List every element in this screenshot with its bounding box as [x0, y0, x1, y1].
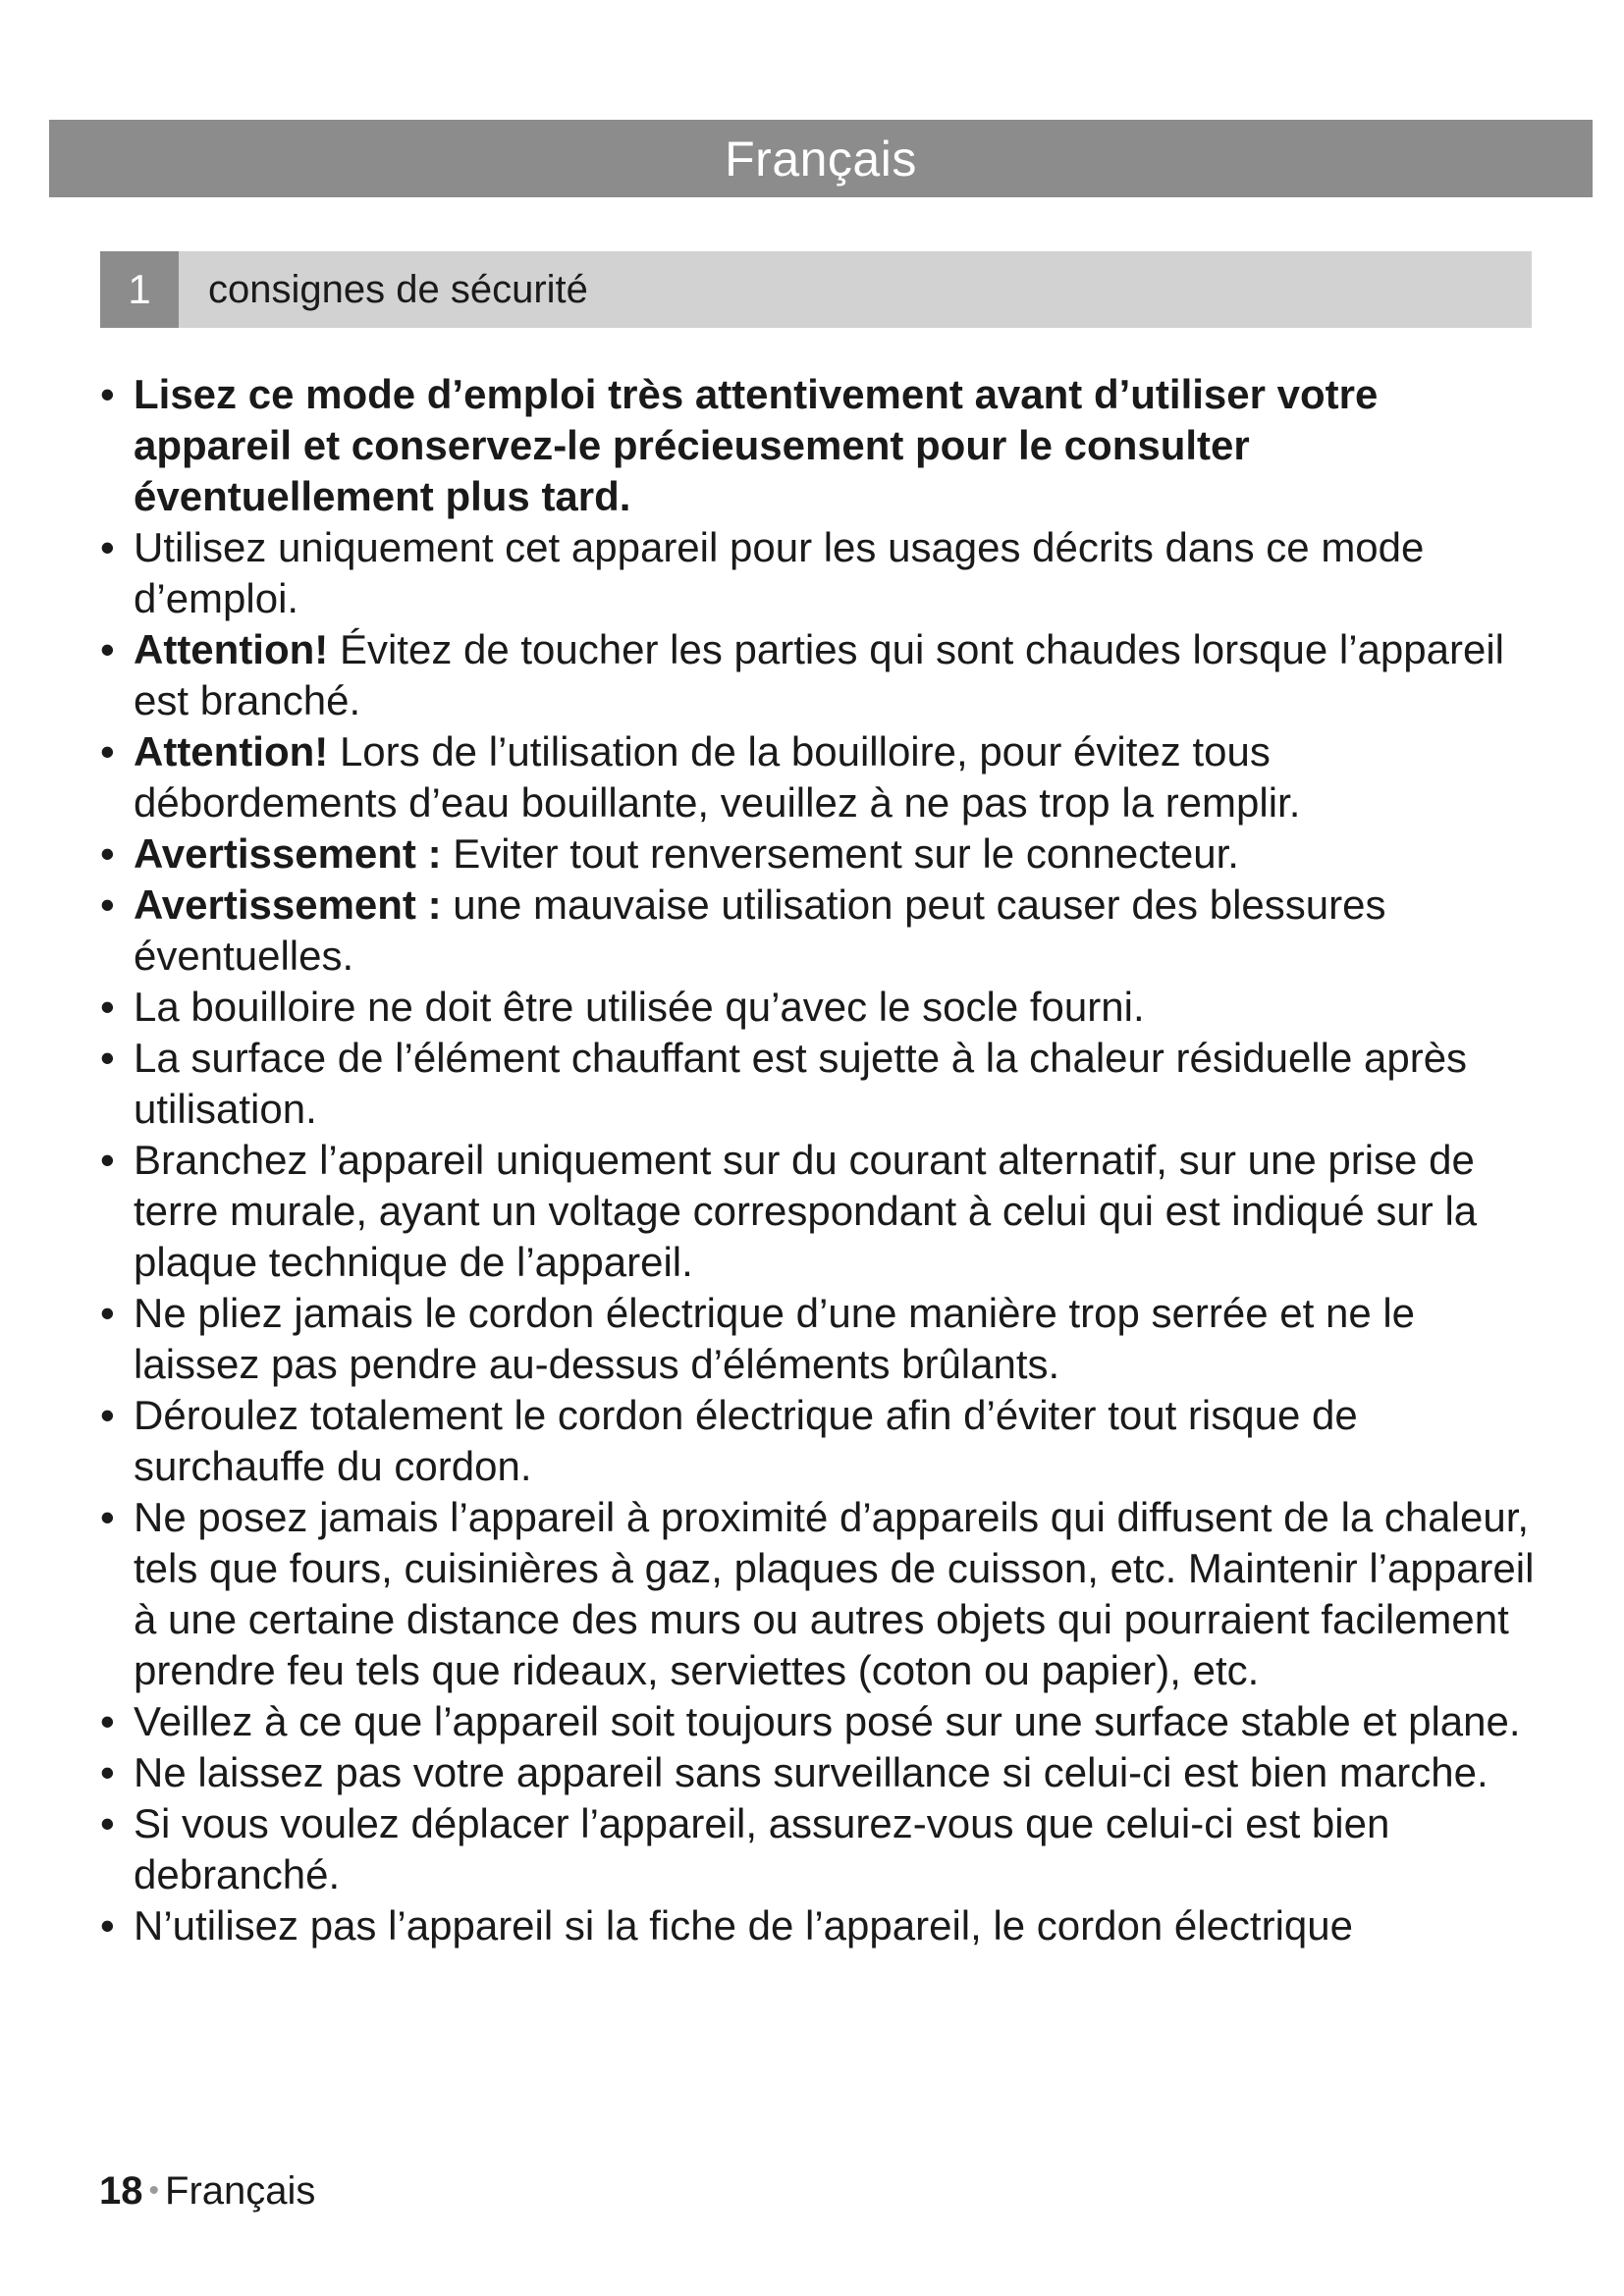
list-item: [98, 522, 1542, 624]
item-text: Ne pliez jamais le cordon électrique d’une manière trop serrée et ne le laissez pas pendre au-dessus d’éléments brûlants.: [134, 1290, 1416, 1387]
item-text: Ne posez jamais l’appareil à proximité d’appareils qui diffusent de la chaleur, tels que fours, cuisinières à gaz, plaques de cuisson, etc. Maintenir l’appareil à une certaine distance des murs ou autres objets qui pourraient facilement prendre feu tels que rideaux, serviettes (coton ou papier), etc.: [134, 1494, 1535, 1693]
bullet-icon: •: [100, 984, 115, 1030]
bullet-icon: •: [100, 1698, 115, 1744]
page-footer: [99, 2169, 315, 2214]
bullet-icon: •: [100, 371, 115, 417]
bullet-icon: •: [100, 1290, 115, 1336]
list-item: [98, 1135, 1542, 1288]
list-item: [98, 1900, 1542, 1951]
bullet-icon: •: [100, 524, 115, 570]
footer-language: Français: [165, 2169, 316, 2213]
item-text: Évitez de toucher les parties qui sont chaudes lorsque l’appareil est branché.: [134, 626, 1504, 723]
item-text: La surface de l’élément chauffant est sujette à la chaleur résiduelle après utilisation.: [134, 1035, 1468, 1132]
item-text: Veillez à ce que l’appareil soit toujours posé sur une surface stable et plane.: [134, 1698, 1521, 1744]
item-text: Lors de l’utilisation de la bouilloire, pour évitez tous débordements d’eau bouillante, veuillez à ne pas trop la remplir.: [134, 728, 1301, 826]
list-item: [98, 1747, 1542, 1798]
safety-instructions: [98, 369, 1542, 1951]
bullet-icon: •: [100, 626, 115, 672]
list-item: [98, 982, 1542, 1033]
bullet-icon: •: [100, 728, 115, 774]
section-title: consignes de sécurité: [208, 267, 588, 311]
list-item: [98, 369, 1542, 522]
item-text: Branchez l’appareil uniquement sur du courant alternatif, sur une prise de terre murale, ayant un voltage correspondant à celui qui est indiqué sur la plaque technique de l’appareil.: [134, 1137, 1478, 1285]
item-text: Ne laissez pas votre appareil sans surveillance si celui-ci est bien marche.: [134, 1749, 1489, 1795]
bullet-icon: •: [100, 1902, 115, 1949]
bullet-icon: •: [100, 881, 115, 928]
list-item: [98, 1696, 1542, 1747]
language-header-bar: [49, 120, 1593, 197]
section-number: 1: [100, 251, 179, 328]
item-text: N’utilisez pas l’appareil si la fiche de l’appareil, le cordon électrique: [134, 1902, 1353, 1949]
item-lead: Avertissement :: [134, 830, 442, 877]
item-text: Si vous voulez déplacer l’appareil, assurez-vous que celui-ci est bien debranché.: [134, 1800, 1390, 1897]
item-text: Utilisez uniquement cet appareil pour les usages décrits dans ce mode d’emploi.: [134, 524, 1425, 621]
language-title: Français: [725, 131, 917, 187]
bullet-icon: •: [100, 1137, 115, 1183]
list-item: [98, 1798, 1542, 1900]
item-text: Eviter tout renversement sur le connecteur.: [453, 830, 1239, 877]
bullet-icon: •: [100, 1035, 115, 1081]
item-lead: Avertissement :: [134, 881, 442, 928]
item-text: Déroulez totalement le cordon électrique afin d’éviter tout risque de surchauffe du cordon.: [134, 1392, 1358, 1489]
list-item: [98, 624, 1542, 726]
footer-separator: •: [148, 2174, 160, 2207]
page-number: 18: [99, 2169, 143, 2213]
item-text: La bouilloire ne doit être utilisée qu’avec le socle fourni.: [134, 984, 1145, 1030]
list-item: [98, 1033, 1542, 1135]
bullet-icon: •: [100, 1749, 115, 1795]
item-lead: Attention!: [134, 728, 329, 774]
safety-list: [98, 369, 1542, 1951]
list-item: [98, 1390, 1542, 1492]
item-lead: Attention!: [134, 626, 329, 672]
bullet-icon: •: [100, 830, 115, 877]
bullet-icon: •: [100, 1800, 115, 1846]
item-text: Lisez ce mode d’emploi très attentivement avant d’utiliser votre appareil et conservez-le précieusement pour le consulter éventuellement plus tard.: [134, 371, 1379, 519]
list-item: [98, 1288, 1542, 1390]
item-text: une mauvaise utilisation peut causer des blessures éventuelles.: [134, 881, 1386, 979]
bullet-icon: •: [100, 1392, 115, 1438]
list-item: [98, 726, 1542, 828]
bullet-icon: •: [100, 1494, 115, 1540]
list-item: [98, 880, 1542, 982]
section-header: [100, 251, 1532, 328]
list-item: [98, 1492, 1542, 1696]
list-item: [98, 828, 1542, 880]
